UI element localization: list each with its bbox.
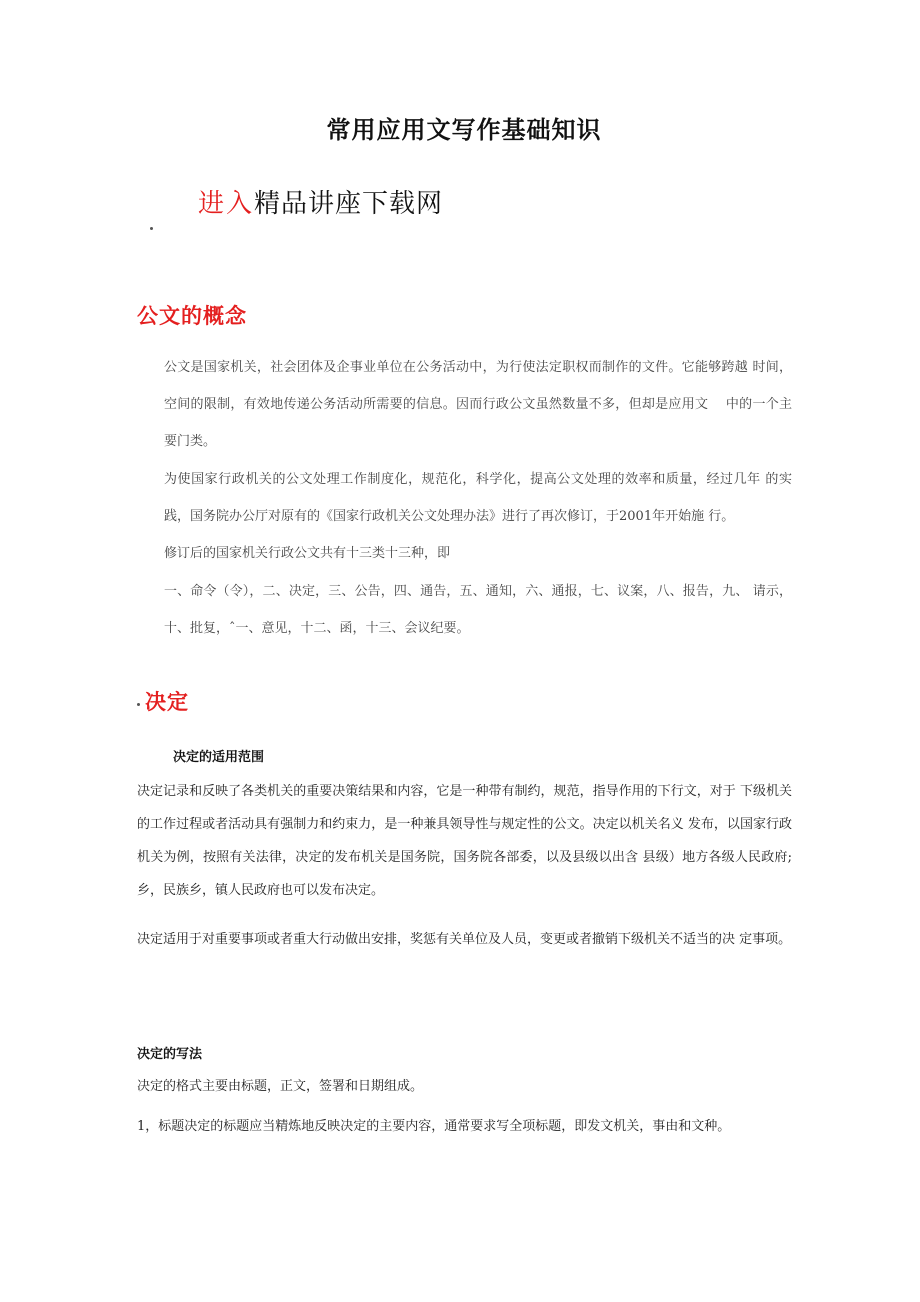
promo-link[interactable]: 进入: [198, 189, 255, 219]
bullet-dot: [150, 227, 153, 230]
document-types-list: 一、命令（令），二、决定，三、公告，四、通告，五、通知，六、通报，七、议案，八、报告，九、 请示，十、批复，ˆ一、意见，十二、函，十三、会议纪要。: [164, 584, 792, 636]
scope-paragraph: 决定适用于对重要事项或者重大行动做出安排，奖惩有关单位及人员，变更或者撤销下级机关不适当的决 定事项。: [137, 932, 792, 947]
section-heading-decision: 决定: [145, 690, 189, 714]
scope-heading: 决定的适用范围: [173, 750, 265, 765]
section-heading-concept: 公文的概念: [137, 304, 247, 328]
writing-paragraph: 决定的格式主要由标题，正文，签署和日期组成。: [137, 1079, 424, 1094]
concept-paragraph: 公文是国家机关，社会团体及企事业单位在公务活动中，为行使法定职权而制作的文件。它能够跨越 时间，空间的限制，有效地传递公务活动所需要的信息。因而行政公文虽然数量不多，但却是应用文 中的一个主要门类。: [164, 360, 792, 449]
scope-paragraph: 决定记录和反映了各类机关的重要决策结果和内容，它是一种带有制约，规范，指导作用的下行文，对于 下级机关的工作过程或者活动具有强制力和约束力，是一种兼具领导性与规定性的公文。决定以机关名义 发布，以国家行政机关为例，按照有关法律，决定的发布机关是国务院，国务院各部委，以及县级以出含 县级）地方各级人民政府;乡，民族乡，镇人民政府也可以发布决定。: [137, 784, 792, 898]
promo-line: [198, 183, 443, 220]
promo-text: 精品讲座下载网: [254, 189, 444, 219]
bullet-dot: [137, 703, 140, 706]
writing-paragraph: 1，标题决定的标题应当精炼地反映决定的主要内容，通常要求写全项标题，即发文机关，事由和文种。: [137, 1119, 731, 1134]
document-title: 常用应用文写作基础知识: [326, 116, 602, 144]
concept-paragraph: 修订后的国家机关行政公文共有十三类十三种，即: [164, 546, 451, 561]
writing-heading: 决定的写法: [137, 1047, 203, 1062]
concept-paragraph: 为使国家行政机关的公文处理工作制度化，规范化，科学化，提高公文处理的效率和质量，经过几年 的实践，国务院办公厅对原有的《国家行政机关公文处理办法》进行了再次修订，于2001年开始施 行。: [164, 472, 792, 524]
